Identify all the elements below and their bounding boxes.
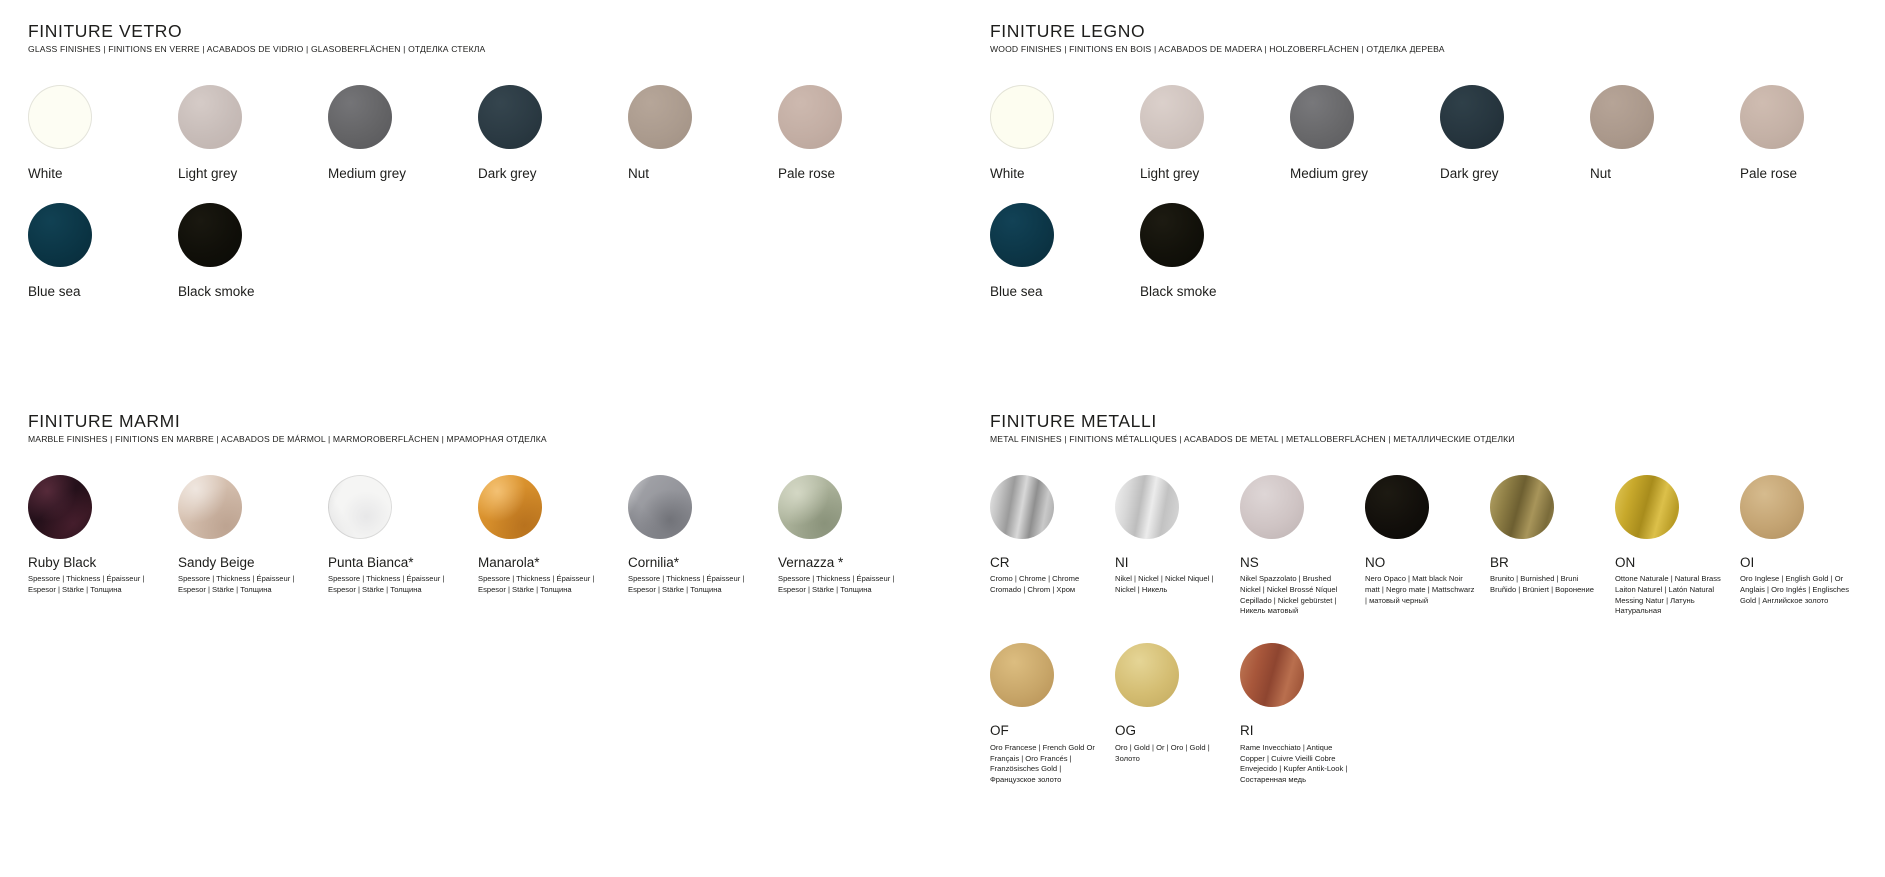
marble-dot-icon xyxy=(478,475,542,539)
metal-dot-icon xyxy=(990,643,1054,707)
material-grid-metalli xyxy=(990,475,1885,812)
metal-code: NS xyxy=(1240,554,1259,570)
swatch-label: Dark grey xyxy=(478,165,537,181)
swatch-legno-black-smoke[interactable] xyxy=(1140,203,1290,300)
metal-code: BR xyxy=(1490,554,1509,570)
section-finiture-marmi xyxy=(28,412,958,622)
material-name: Manarola* xyxy=(478,554,540,570)
section-subtitle-metalli: METAL FINISHES | FINITIONS MÉTALLIQUES | ACABADOS DE METAL | METALLOBERFLÄCHEN | МЕТАЛЛИЧЕСКИЕ ОТДЕЛКИ xyxy=(990,434,1515,445)
color-dot-icon xyxy=(1140,85,1204,149)
color-dot-icon xyxy=(478,85,542,149)
section-finiture-metalli xyxy=(990,412,1885,812)
section-subtitle-legno: WOOD FINISHES | FINITIONS EN BOIS | ACABADOS DE MADERA | HOLZOBERFLÄCHEN | ОТДЕЛКА ДЕРЕВА xyxy=(990,44,1445,55)
swatch-legno-dark-grey[interactable] xyxy=(1440,85,1590,182)
material-desc: Spessore | Thickness | Épaisseur | Espesor | Stärke | Толщина xyxy=(178,574,295,594)
metal-desc: Nero Opaco | Matt black Noir matt | Negro mate | Mattschwarz | матовый черный xyxy=(1365,574,1475,605)
metal-code: NO xyxy=(1365,554,1386,570)
swatch-legno-pale-rose[interactable] xyxy=(1740,85,1885,182)
swatch-vetro-white[interactable] xyxy=(28,85,178,182)
metal-desc: Oro Francese | French Gold Or Français | Oro Francés | Französisches Gold | Французское золото xyxy=(990,742,1095,785)
color-dot-icon xyxy=(178,85,242,149)
material-vernazza[interactable] xyxy=(778,475,928,596)
metal-desc: Brunito | Burnished | Bruni Bruñido | Brüniert | Воронение xyxy=(1490,574,1594,594)
metal-dot-icon xyxy=(1115,643,1179,707)
material-name: Vernazza * xyxy=(778,554,844,570)
metal-code: CR xyxy=(990,554,1010,570)
swatch-legno-light-grey[interactable] xyxy=(1140,85,1290,182)
material-desc: Spessore | Thickness | Épaisseur | Espesor | Stärke | Толщина xyxy=(478,574,595,594)
material-punta-bianca[interactable] xyxy=(328,475,478,596)
metal-dot-icon xyxy=(1740,475,1804,539)
material-desc: Spessore | Thickness | Épaisseur | Espesor | Stärke | Толщина xyxy=(628,574,745,594)
metal-desc: Oro Inglese | English Gold | Or Anglais | Oro Inglés | Englisches Gold | Английское золото xyxy=(1740,574,1850,605)
section-title-marmi: FINITURE MARMI xyxy=(28,411,181,431)
metal-code: OF xyxy=(990,723,1009,739)
swatch-vetro-pale-rose[interactable] xyxy=(778,85,928,182)
swatch-vetro-dark-grey[interactable] xyxy=(478,85,628,182)
color-dot-icon xyxy=(1440,85,1504,149)
metal-dot-icon xyxy=(1115,475,1179,539)
metal-dot-icon xyxy=(1615,475,1679,539)
section-subtitle-vetro: GLASS FINISHES | FINITIONS EN VERRE | ACABADOS DE VIDRIO | GLASOBERFLÄCHEN | ОТДЕЛКА СТЕКЛА xyxy=(28,44,486,55)
section-finiture-legno xyxy=(990,22,1885,322)
swatch-label: Medium grey xyxy=(1290,165,1369,181)
swatch-legno-blue-sea[interactable] xyxy=(990,203,1140,300)
swatch-label: Pale rose xyxy=(778,165,836,181)
section-subtitle-marmi: MARBLE FINISHES | FINITIONS EN MARBRE | ACABADOS DE MÁRMOL | MARMOROBERFLÄCHEN | МРАМОРНАЯ ОТДЕЛКА xyxy=(28,434,547,445)
metal-no[interactable] xyxy=(1365,475,1490,618)
metal-desc: Rame Invecchiato | Antique Copper | Cuivre Vieilli Cobre Envejecido | Kupfer Antik-Look | Состаренная медь xyxy=(1240,742,1348,785)
metal-code: NI xyxy=(1115,554,1129,570)
swatch-label: White xyxy=(990,165,1025,181)
metal-desc: Oro | Gold | Or | Oro | Gold | Золото xyxy=(1115,742,1210,763)
metal-desc: Ottone Naturale | Natural Brass Laiton Naturel | Latón Natural Messing Natur | Латунь Натуральная xyxy=(1615,574,1721,616)
material-name: Cornilia* xyxy=(628,554,680,570)
material-desc: Spessore | Thickness | Épaisseur | Espesor | Stärke | Толщина xyxy=(778,574,895,594)
color-dot-icon xyxy=(28,203,92,267)
swatch-label: Black smoke xyxy=(1140,284,1217,300)
color-dot-icon xyxy=(1740,85,1804,149)
metal-ni[interactable] xyxy=(1115,475,1240,618)
swatch-vetro-medium-grey[interactable] xyxy=(328,85,478,182)
material-desc: Spessore | Thickness | Épaisseur | Espesor | Stärke | Толщина xyxy=(328,574,445,594)
swatch-legno-white[interactable] xyxy=(990,85,1140,182)
color-dot-icon xyxy=(28,85,92,149)
color-dot-icon xyxy=(1290,85,1354,149)
swatch-vetro-nut[interactable] xyxy=(628,85,778,182)
swatch-label: Blue sea xyxy=(28,284,81,300)
metal-oi[interactable] xyxy=(1740,475,1865,618)
color-dot-icon xyxy=(990,203,1054,267)
swatch-label: Pale rose xyxy=(1740,165,1798,181)
material-cornilia[interactable] xyxy=(628,475,778,596)
swatch-label: Nut xyxy=(628,165,650,181)
material-grid-marmi xyxy=(28,475,958,622)
metal-desc: Nikel | Nickel | Nickel Niquel | Nickel | Никель xyxy=(1115,574,1214,594)
metal-dot-icon xyxy=(1240,643,1304,707)
swatch-grid-legno xyxy=(990,85,1885,322)
section-title-legno: FINITURE LEGNO xyxy=(990,21,1146,41)
metal-ns[interactable] xyxy=(1240,475,1365,618)
metal-br[interactable] xyxy=(1490,475,1615,618)
section-finiture-vetro xyxy=(28,22,958,322)
metal-desc: Nikel Spazzolato | Brushed Nickel | Nickel Brossé Níquel Cepillado | Nickel gebürstet | Никель матовый xyxy=(1240,574,1338,616)
swatch-label: White xyxy=(28,165,63,181)
material-ruby-black[interactable] xyxy=(28,475,178,596)
metal-on[interactable] xyxy=(1615,475,1740,618)
metal-ri[interactable] xyxy=(1240,643,1365,786)
metal-dot-icon xyxy=(1490,475,1554,539)
material-desc: Spessore | Thickness | Épaisseur | Espesor | Stärke | Толщина xyxy=(28,574,145,594)
section-title-vetro: FINITURE VETRO xyxy=(28,21,183,41)
swatch-vetro-black-smoke[interactable] xyxy=(178,203,328,300)
swatch-legno-nut[interactable] xyxy=(1590,85,1740,182)
metal-dot-icon xyxy=(1365,475,1429,539)
color-dot-icon xyxy=(178,203,242,267)
color-dot-icon xyxy=(628,85,692,149)
swatch-label: Blue sea xyxy=(990,284,1043,300)
material-sandy-beige[interactable] xyxy=(178,475,328,596)
swatch-label: Medium grey xyxy=(328,165,407,181)
metal-code: RI xyxy=(1240,723,1254,739)
color-dot-icon xyxy=(990,85,1054,149)
material-name: Punta Bianca* xyxy=(328,554,414,570)
material-name: Sandy Beige xyxy=(178,554,255,570)
swatch-label: Dark grey xyxy=(1440,165,1499,181)
metal-code: ON xyxy=(1615,554,1636,570)
color-dot-icon xyxy=(778,85,842,149)
marble-dot-icon xyxy=(328,475,392,539)
metal-code: OG xyxy=(1115,723,1137,739)
swatch-legno-medium-grey[interactable] xyxy=(1290,85,1440,182)
metal-cr[interactable] xyxy=(990,475,1115,618)
color-dot-icon xyxy=(1140,203,1204,267)
marble-dot-icon xyxy=(28,475,92,539)
marble-dot-icon xyxy=(778,475,842,539)
metal-dot-icon xyxy=(990,475,1054,539)
marble-dot-icon xyxy=(628,475,692,539)
color-dot-icon xyxy=(328,85,392,149)
marble-dot-icon xyxy=(178,475,242,539)
swatch-label: Light grey xyxy=(178,165,238,181)
metal-desc: Cromo | Chrome | Chrome Cromado | Chrom | Хром xyxy=(990,574,1080,594)
metal-code: OI xyxy=(1740,554,1755,570)
material-name: Ruby Black xyxy=(28,554,97,570)
swatch-vetro-blue-sea[interactable] xyxy=(28,203,178,300)
swatch-label: Light grey xyxy=(1140,165,1200,181)
swatch-label: Black smoke xyxy=(178,284,255,300)
metal-og[interactable] xyxy=(1115,643,1240,786)
material-manarola[interactable] xyxy=(478,475,628,596)
swatch-vetro-light-grey[interactable] xyxy=(178,85,328,182)
metal-dot-icon xyxy=(1240,475,1304,539)
metal-of[interactable] xyxy=(990,643,1115,786)
swatch-grid-vetro xyxy=(28,85,958,322)
section-title-metalli: FINITURE METALLI xyxy=(990,411,1157,431)
color-dot-icon xyxy=(1590,85,1654,149)
swatch-label: Nut xyxy=(1590,165,1612,181)
